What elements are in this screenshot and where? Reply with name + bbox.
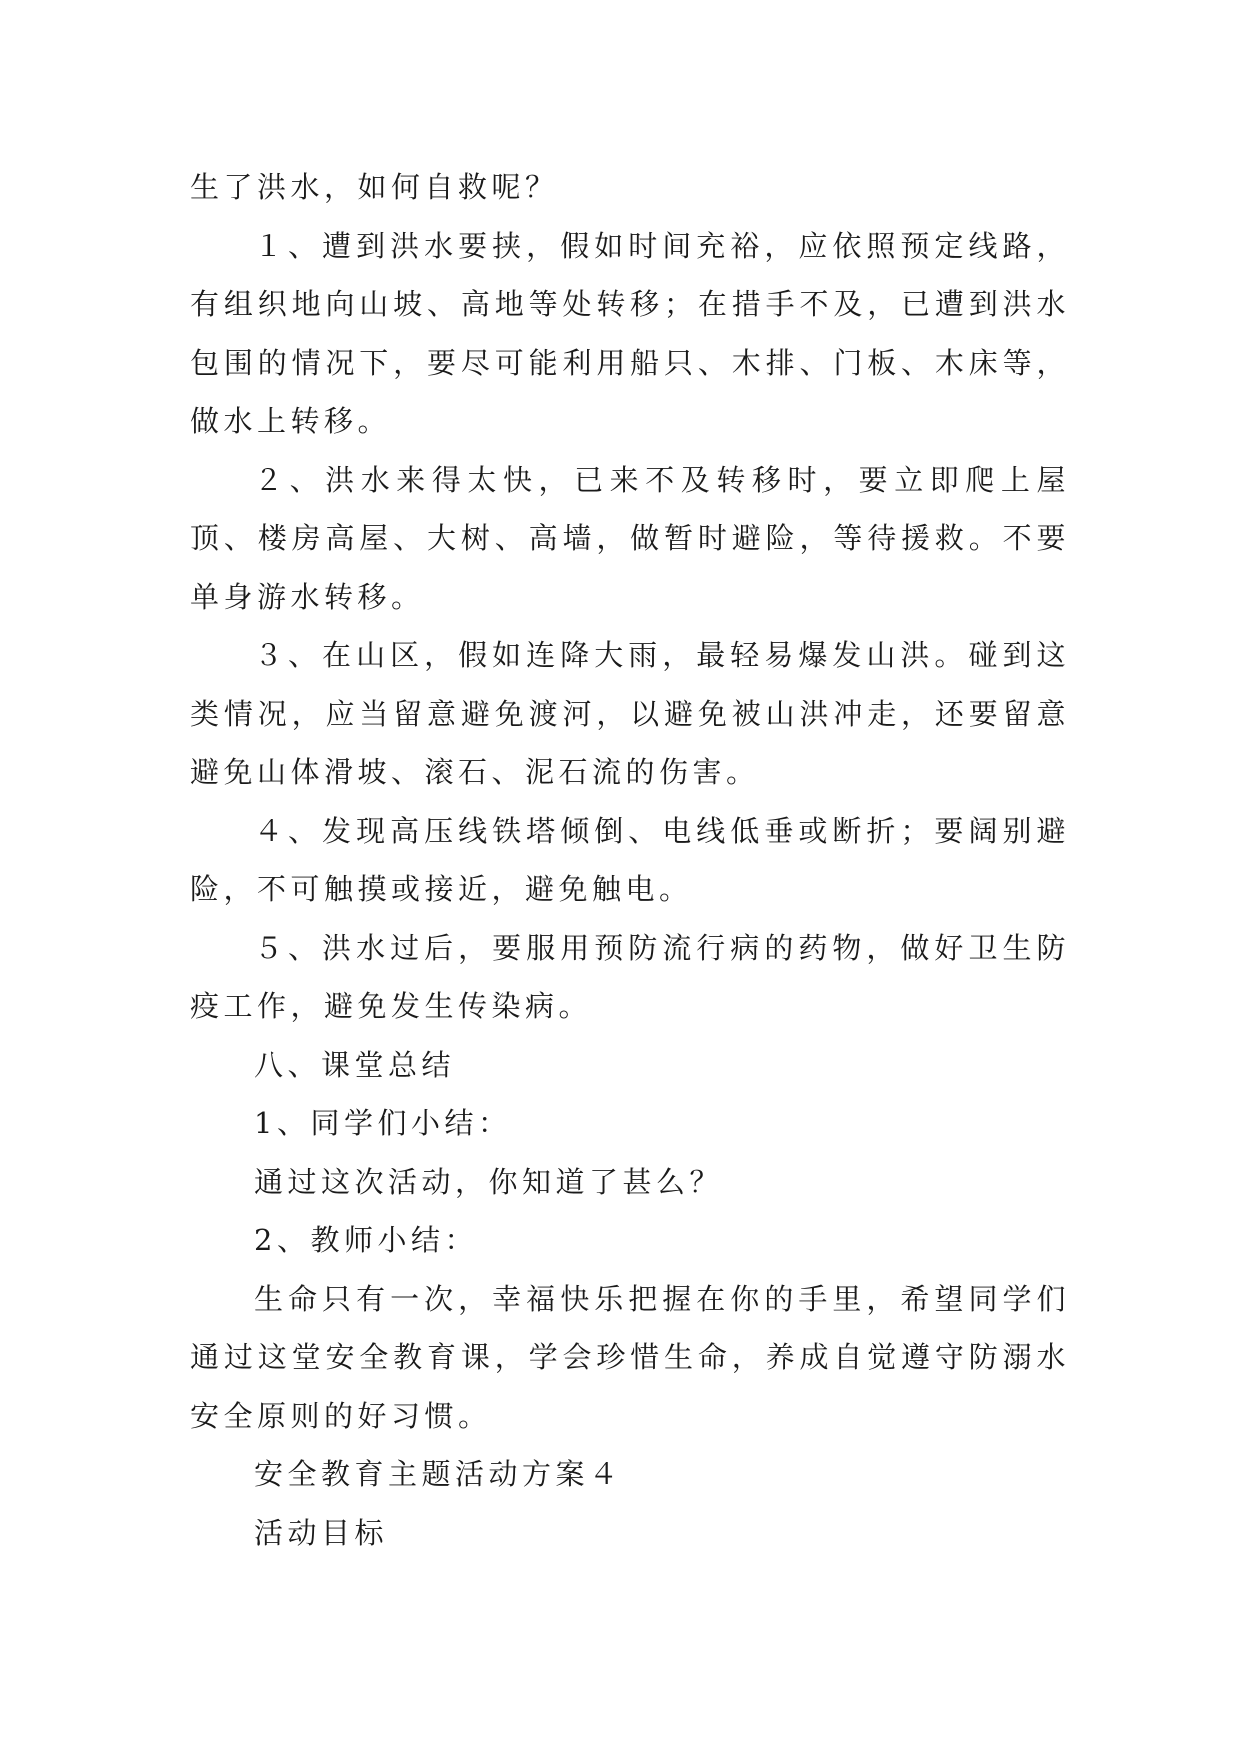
paragraph-item-3: ３、在山区，假如连降大雨，最轻易爆发山洪。碰到这类情况，应当留意避免渡河，以避免被山洪冲走，还要留意避免山体滑坡、滚石、泥石流的伤害。 bbox=[190, 638, 1070, 789]
subheading-student-summary: 1、同学们小结： bbox=[254, 1106, 512, 1140]
paragraph-teacher-summary: 生命只有一次，幸福快乐把握在你的手里，希望同学们通过这堂安全教育课，学会珍惜生命，养成自觉遵守防溺水安全原则的好习惯。 bbox=[190, 1281, 1070, 1433]
paragraph-item-4: ４、发现高压线铁塔倾倒、电线低垂或断折；要阔别避险，不可触摸或接近，避免触电。 bbox=[190, 813, 1070, 906]
subheading-teacher-summary: 2、教师小结： bbox=[254, 1223, 478, 1257]
paragraph-question: 通过这次活动，你知道了甚么？ bbox=[254, 1164, 724, 1199]
paragraph-item-5: ５、洪水过后，要服用预防流行病的药物，做好卫生防疫工作，避免发生传染病。 bbox=[190, 930, 1070, 1023]
paragraph-item-2: ２、洪水来得太快，已来不及转移时，要立即爬上屋顶、楼房高屋、大树、高墙，做暂时避险，等待援救。不要单身游水转移。 bbox=[190, 462, 1070, 614]
section-title-plan-4: 安全教育主题活动方案４ bbox=[254, 1457, 623, 1491]
section-heading-summary: 八、课堂总结 bbox=[254, 1047, 456, 1082]
paragraph-item-1: １、遭到洪水要挟，假如时间充裕，应依照预定线路，有组织地向山坡、高地等处转移；在措手不及，已遭到洪水包围的情况下，要尽可能利用船只、木排、门板、木床等，做水上转移。 bbox=[190, 228, 1070, 438]
subheading-activity-goals: 活动目标 bbox=[254, 1515, 389, 1550]
document-body bbox=[190, 158, 1070, 1562]
paragraph-continuation: 生了洪水，如何自救呢？ bbox=[190, 170, 559, 204]
